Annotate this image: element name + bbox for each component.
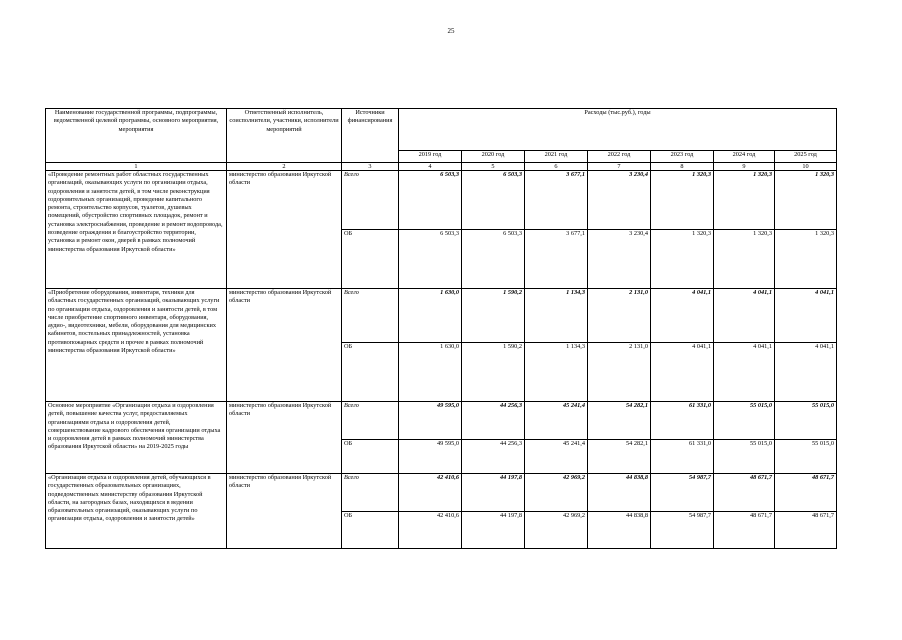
table-row-total: [46, 402, 837, 440]
column-number: 5: [462, 163, 525, 171]
column-number-row: [46, 163, 837, 171]
total-value-cell: 6 503,3: [462, 171, 525, 230]
activity-name-cell: Основное мероприятие «Организация отдыха и оздоровления детей, повышение качества услуг, предоставляемых организациями отдыха и оздоровления детей, совершенствование кадрового обеспечения организации отдыха и оздоровления детей в рамках полномочий министерства образования Иркутской области» на 2019-2025 годы: [46, 402, 227, 474]
ob-value-cell: 1 320,3: [651, 230, 714, 289]
header-row: [46, 109, 837, 151]
total-value-cell: 49 595,0: [399, 402, 462, 440]
total-value-cell: 55 015,0: [714, 402, 775, 440]
ob-value-cell: 6 503,3: [399, 230, 462, 289]
total-value-cell: 3 230,4: [588, 171, 651, 230]
column-number: 10: [775, 163, 837, 171]
ob-value-cell: 54 282,1: [588, 440, 651, 474]
ob-value-cell: 4 041,1: [775, 343, 837, 402]
total-value-cell: 44 256,3: [462, 402, 525, 440]
total-value-cell: 42 969,2: [525, 474, 588, 512]
column-number: 7: [588, 163, 651, 171]
total-value-cell: 42 410,6: [399, 474, 462, 512]
total-value-cell: 6 503,3: [399, 171, 462, 230]
source-total-cell: Всего: [342, 474, 399, 512]
total-value-cell: 44 838,8: [588, 474, 651, 512]
ob-value-cell: 1 320,3: [775, 230, 837, 289]
column-number: 2: [227, 163, 342, 171]
total-value-cell: 54 282,1: [588, 402, 651, 440]
ob-value-cell: 44 256,3: [462, 440, 525, 474]
total-value-cell: 4 041,1: [651, 289, 714, 343]
total-value-cell: 1 590,2: [462, 289, 525, 343]
column-number: 6: [525, 163, 588, 171]
header-year: 2021 год: [525, 151, 588, 163]
activity-name-cell: «Приобретение оборудования, инвентаря, техники для областных государственных организаций, оказывающих услуги по организации отдыха, оздоровления и занятости детей, в том числе приобретение спортивного инвентаря, оборудования, аудио-, видеотехники, мебели, оборудования для медицинских кабинетов, постельных принадлежностей, установка противопожарных средств и прочее в рамках полномочий министерства образования Иркутской области»: [46, 289, 227, 402]
total-value-cell: 4 041,1: [714, 289, 775, 343]
header-year: 2022 год: [588, 151, 651, 163]
source-total-cell: Всего: [342, 171, 399, 230]
ob-value-cell: 3 230,4: [588, 230, 651, 289]
ob-value-cell: 48 671,7: [714, 512, 775, 549]
ob-value-cell: 48 671,7: [775, 512, 837, 549]
ob-value-cell: 61 331,0: [651, 440, 714, 474]
ob-value-cell: 55 015,0: [714, 440, 775, 474]
ob-value-cell: 44 838,8: [588, 512, 651, 549]
header-executor-cell: Ответственный исполнитель, соисполнители, участники, исполнители мероприятий: [227, 109, 342, 163]
total-value-cell: 1 320,3: [714, 171, 775, 230]
total-value-cell: 2 131,0: [588, 289, 651, 343]
source-ob-cell: ОБ: [342, 440, 399, 474]
header-year: 2025 год: [775, 151, 837, 163]
header-expenses-cell: Расходы (тыс.руб.), годы: [399, 109, 837, 151]
total-value-cell: 48 671,7: [714, 474, 775, 512]
executor-cell: министерство образования Иркутской области: [227, 402, 342, 474]
ob-value-cell: 2 131,0: [588, 343, 651, 402]
source-ob-cell: ОБ: [342, 343, 399, 402]
total-value-cell: 55 015,0: [775, 402, 837, 440]
ob-value-cell: 54 987,7: [651, 512, 714, 549]
executor-cell: министерство образования Иркутской области: [227, 474, 342, 549]
header-name-cell: Наименование государственной программы, подпрограммы, ведомственной целевой программы, основного мероприятия, мероприятия: [46, 109, 227, 163]
ob-value-cell: 55 015,0: [775, 440, 837, 474]
total-value-cell: 4 041,1: [775, 289, 837, 343]
source-total-cell: Всего: [342, 289, 399, 343]
page-number: 25: [447, 27, 455, 35]
source-ob-cell: ОБ: [342, 230, 399, 289]
ob-value-cell: 6 503,3: [462, 230, 525, 289]
total-value-cell: 54 987,7: [651, 474, 714, 512]
total-value-cell: 1 320,3: [775, 171, 837, 230]
total-value-cell: 3 677,1: [525, 171, 588, 230]
executor-cell: министерство образования Иркутской области: [227, 171, 342, 289]
table-row-total: [46, 474, 837, 512]
header-year: 2023 год: [651, 151, 714, 163]
ob-value-cell: 1 134,3: [525, 343, 588, 402]
budget-table: [45, 108, 837, 549]
source-ob-cell: ОБ: [342, 512, 399, 549]
column-number: 8: [651, 163, 714, 171]
column-number: 3: [342, 163, 399, 171]
column-number: 4: [399, 163, 462, 171]
ob-value-cell: 1 630,0: [399, 343, 462, 402]
header-year: 2019 год: [399, 151, 462, 163]
total-value-cell: 61 331,0: [651, 402, 714, 440]
ob-value-cell: 4 041,1: [714, 343, 775, 402]
ob-value-cell: 1 320,3: [714, 230, 775, 289]
header-source-cell: Источники финансирования: [342, 109, 399, 163]
ob-value-cell: 42 969,2: [525, 512, 588, 549]
column-number: 1: [46, 163, 227, 171]
ob-value-cell: 45 241,4: [525, 440, 588, 474]
header-year: 2024 год: [714, 151, 775, 163]
total-value-cell: 1 320,3: [651, 171, 714, 230]
total-value-cell: 48 671,7: [775, 474, 837, 512]
total-value-cell: 45 241,4: [525, 402, 588, 440]
source-total-cell: Всего: [342, 402, 399, 440]
ob-value-cell: 42 410,6: [399, 512, 462, 549]
executor-cell: министерство образования Иркутской области: [227, 289, 342, 402]
ob-value-cell: 1 590,2: [462, 343, 525, 402]
table-row-total: [46, 171, 837, 230]
ob-value-cell: 4 041,1: [651, 343, 714, 402]
total-value-cell: 1 630,0: [399, 289, 462, 343]
activity-name-cell: «Организация отдыха и оздоровления детей, обучающихся в государственных образовательных организациях, подведомственных министерству образования Иркутской области, на загородных базах, находящихся в ведении образовательных организаций, оказывающих услуги по организации отдыха, оздоровления и занятости детей»: [46, 474, 227, 549]
activity-name-cell: «Проведение ремонтных работ областных государственных организаций, оказывающих услуги по организации отдыха, оздоровления и занятости детей, в том числе реконструкция оздоровительных организаций, проведение капитального ремонта, строительство корпусов, туалетов, душевых помещений, обустройство спортивных площадок, ремонт и установка электроснабжения, проведение и ремонт водопровода, возведение ограждения и благоустройство территории, установка и ремонт окон, дверей в рамках полномочий министерства образования Иркутской области»: [46, 171, 227, 289]
total-value-cell: 44 197,8: [462, 474, 525, 512]
column-number: 9: [714, 163, 775, 171]
total-value-cell: 1 134,3: [525, 289, 588, 343]
header-year: 2020 год: [462, 151, 525, 163]
ob-value-cell: 49 595,0: [399, 440, 462, 474]
ob-value-cell: 44 197,8: [462, 512, 525, 549]
ob-value-cell: 3 677,1: [525, 230, 588, 289]
table-row-total: [46, 289, 837, 343]
